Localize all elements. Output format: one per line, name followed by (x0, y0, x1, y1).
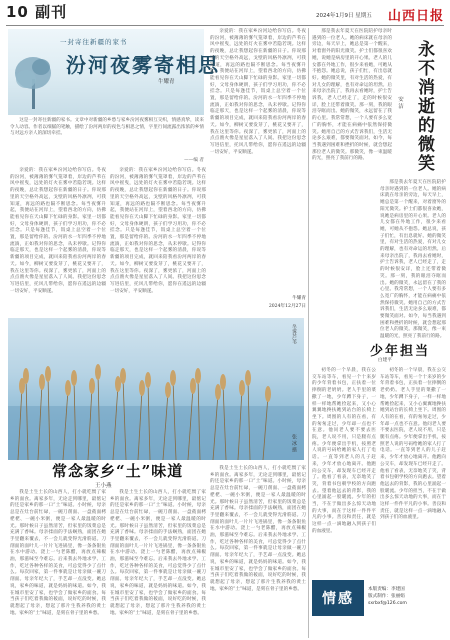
photo-caption: 冬雾芦苇 (291, 324, 297, 344)
editor-sign: ——编 者 (184, 158, 204, 163)
feature-sign: 牛耀青 (292, 296, 306, 301)
reed-photo (8, 318, 304, 460)
article2-body-text: 我是土生土长的山西人，打小就吃惯了家乡的面食。离家多年，无论走到哪里，最惦记的还是家乡的那一口“土”味道。小时候，母亲总是在灶台前忙碌，一碗刀削面、一盘莜面栲栳栳、一碗小米粥，便是一家人最温暖的时光。那时候日子虽然清苦，但家里的饭菜总是充满了香味。母亲揉面的手法娴熟，面团在她手里翻来覆去，不一会儿就变得光滑筋道。刀削面的面叶儿一片片飞进锅里，像一条条银鱼在水中游动。浇上一勺老陈醋，再放点辣椒油，那滋味至今难忘。后来我去外地求学、工作，吃过各种各样的美食，可总觉得少了点什么。每次回家，第一件事就是让母亲做一碗刀削面。母亲年纪大了，手艺却一点没变。她总说，家乡的味道，就是妈妈的味道。如今，我在城市里安了家，也学会了做家乡的面食。每当孩子们吃着我做的莜面，说好吃的时候，我就想起了母亲，想起了那片生我养我的黄土地。家乡的“土”味道，是刻在骨子里的乡愁。 (10, 490, 106, 616)
editor-email[interactable]: sxrbxf@126.com (368, 601, 407, 606)
right-top-author: 安 洁 (397, 96, 403, 109)
right-mid-body-col-2 (380, 368, 446, 576)
right-top-body-text: 那是我去年夏天在医院陪护母亲时遇到的一位老人。她的病床就在母亲的旁边，每天早上，她总是第一个醒来，对着窗外的阳光微笑。护士们都很喜欢她，说她是病房里的开心果。老人的儿女都在外地工作，很少来看她，可她从不抱怨。她总说，孩子们忙，有出息就好。她的微笑里，有对生活的热爱，有对儿女的理解，也有对命运的坦然。后来母亲出院了，我再去看她时，护士告诉我，老人已经走了，走的时候很安详，脸上还带着微笑。那一刻，我的眼泪夺眶而出。她的微笑，永远留在了我的心里。我常常想，一个人要有多么宽广的胸怀，才能在病痛中依然保持微笑。她用自己的方式告诉我们，生活无论多么艰难，都要微笑面对。如今，每当我遇到困难和挫折的时候，就会想起那位老人的微笑。那微笑，像一束温暖的光，照亮了我前行的路。 (312, 29, 392, 162)
newspaper-logo: 山西日报 (387, 9, 444, 24)
feature-date: 2024年12月27日 (268, 304, 306, 309)
editor-intro-text: 这是一封寄往新疆的家书。文章中对新疆的乡愁与家乡汾河夜雾相互交织，情感真挚，读来令人动容。作者以细腻的笔触，描绘了汾河两岸的夜色与相思之情，字里行间流露出浓浓的乡情与对远方亲人的深切牵挂。 (10, 118, 204, 137)
photo-credit: 张 冰 摄 (291, 433, 297, 452)
feature-body-text-cont: 亲爱的：我在家乡汾河边给你写信。冬夜的汾河，被薄薄的雾气笼罩着，岸边的芦苇在风中摇曳，远处的灯火在雾中若隐若现。这样的夜晚，总让我想起你在新疆的日子。你说那里的天空格外高远，戈壁的风格外凛冽，可我知道，再远的路也隔不断思念。每当夜雾升起，我便站在河岸上，望着西北的方向，仿佛能看见你在天山脚下忙碌的身影。家里一切都好，父母身体硬朗，孩子们学习用功，你不必挂念。只是每逢佳节，饭桌上总空着一个位置，那是留给你的。汾河的水一年四季不停地流淌，正如我对你的思念，从未停歇。记得你临走那天，也是这样一个起雾的清晨，你说等新疆的项目完成，就回来陪我看汾河两岸的春天。如今，柳树又要发芽了，桃花又要开了，我在这里等你。夜深了，雾更浓了，河面上的点点渔火像是星星落入了人间。我把这份思念写进信里，托风儿带给你，愿你在遥远的边疆一切安好，平安顺遂。 (110, 168, 206, 294)
feature-body-col-3 (210, 29, 306, 304)
article2-author: 王小燕 (95, 483, 112, 489)
editor-line-2: 版式制作：张丽娟 (368, 594, 405, 599)
right-mid-body-col-1 (312, 368, 376, 576)
feature-subtitle: 一封寄往新疆的家书 (60, 38, 128, 46)
editor-info (368, 586, 407, 607)
editor-intro (10, 118, 204, 158)
column-divider (308, 28, 309, 638)
feature-body-col-2 (110, 168, 206, 314)
right-mid-author: 白建平 (378, 358, 392, 363)
feature-body-text: 亲爱的：我在家乡汾河边给你写信。冬夜的汾河，被薄薄的雾气笼罩着，岸边的芦苇在风中摇曳，远处的灯火在雾中若隐若现。这样的夜晚，总让我想起你在新疆的日子。你说那里的天空格外高远，戈壁的风格外凛冽，可我知道，再远的路也隔不断思念。每当夜雾升起，我便站在河岸上，望着西北的方向，仿佛能看见你在天山脚下忙碌的身影。家里一切都好，父母身体硬朗，孩子们学习用功，你不必挂念。只是每逢佳节，饭桌上总空着一个位置，那是留给你的。汾河的水一年四季不停地流淌，正如我对你的思念，从未停歇。记得你临走那天，也是这样一个起雾的清晨，你说等新疆的项目完成，就回来陪我看汾河两岸的春天。如今，柳树又要发芽了，桃花又要开了，我在这里等你。夜深了，雾更浓了，河面上的点点渔火像是星星落入了人间。我把这份思念写进信里，托风儿带给你，愿你在遥远的边疆一切安好，平安顺遂。 (10, 168, 106, 294)
right-top-title: 永不消逝的微笑 (414, 40, 434, 173)
article2-body-text-cont: 我是土生土长的山西人，打小就吃惯了家乡的面食。离家多年，无论走到哪里，最惦记的还是家乡的那一口“土”味道。小时候，母亲总是在灶台前忙碌，一碗刀削面、一盘莜面栲栳栳、一碗小米粥，便是一家人最温暖的时光。那时候日子虽然清苦，但家里的饭菜总是充满了香味。母亲揉面的手法娴熟，面团在她手里翻来覆去，不一会儿就变得光滑筋道。刀削面的面叶儿一片片飞进锅里，像一条条银鱼在水中游动。浇上一勺老陈醋，再放点辣椒油，那滋味至今难忘。后来我去外地求学、工作，吃过各种各样的美食，可总觉得少了点什么。每次回家，第一件事就是让母亲做一碗刀削面。母亲年纪大了，手艺却一点没变。她总说，家乡的味道，就是妈妈的味道。如今，我在城市里安了家，也学会了做家乡的面食。每当孩子们吃着我做的莜面，说好吃的时候，我就想起了母亲，想起了那片生我养我的黄土地。家乡的“土”味道，是刻在骨子里的乡愁。 (110, 490, 206, 616)
page-header (6, 3, 444, 26)
date-line: 2024年1月9日 星期五 (316, 13, 372, 19)
right-mid-body-text-cont: 初冬的一个早晨，我在公交车站等车，看见一个十来岁的少年背着书包，正扶着一位摔倒的老奶奶。老人手里的菜撒了一地，少年蹲下身子，一样一样地帮她捡起来，又小心翼翼地搀扶她到站台的长椅上坐下。周围的人有的在看，有的匆匆走过，少年却一点也不在意。他问老人要不要去医院，老人说不用，只是腿有点疼。少年便拿出手机，按照老人说的号码给她的家人打了电话。一直等到老人的儿子赶来，少年才放心地离开。他跑向公交车，却发现车已经开走了。他看了看表，无奈地笑了笑，背着书包朝学校的方向跑去。望着他远去的背影，我的心里涌起一股暖流。少年的担当，不在于做出多么惊天动地的大事，而在于这样一件件平凡的小事。善良和责任，就是这样一点一滴地融入到孩子们的血液里。 (380, 368, 446, 521)
tree-illustration-icon (12, 49, 56, 109)
feature-author: 牛耀青 (158, 79, 175, 85)
article2-col-3 (210, 466, 306, 636)
section-badge: 情感 (312, 580, 364, 616)
article2-col-1 (10, 490, 106, 636)
article2-col-2 (110, 490, 206, 636)
feature-body-col-1 (10, 168, 106, 314)
reeds-icon (8, 318, 304, 460)
feature-banner (8, 29, 220, 115)
feature-title: 汾河夜雾寄相思 (66, 53, 220, 77)
article2-title: 常念家乡“土”味道 (52, 462, 184, 480)
editor-line-1: 本版责编：李建国 (368, 587, 405, 592)
page-number-label: 10 副刊 (6, 3, 68, 21)
right-mid-body-text: 初冬的一个早晨，我在公交车站等车，看见一个十来岁的少年背着书包，正扶着一位摔倒的老奶奶。老人手里的菜撒了一地，少年蹲下身子，一样一样地帮她捡起来，又小心翼翼地搀扶她到站台的长椅上坐下。周围的人有的在看，有的匆匆走过，少年却一点也不在意。他问老人要不要去医院，老人说不用，只是腿有点疼。少年便拿出手机，按照老人说的号码给她的家人打了电话。一直等到老人的儿子赶来，少年才放心地离开。他跑向公交车，却发现车已经开走了。他看了看表，无奈地笑了笑，背着书包朝学校的方向跑去。望着他远去的背影，我的心里涌起一股暖流。少年的担当，不在于做出多么惊天动地的大事，而在于这样一件件平凡的小事。善良和责任，就是这样一点一滴地融入到孩子们的血液里。 (312, 368, 376, 534)
feature-body-text-cont2: 亲爱的：我在家乡汾河边给你写信。冬夜的汾河，被薄薄的雾气笼罩着，岸边的芦苇在风中摇曳，远处的灯火在雾中若隐若现。这样的夜晚，总让我想起你在新疆的日子。你说那里的天空格外高远，戈壁的风格外凛冽，可我知道，再远的路也隔不断思念。每当夜雾升起，我便站在河岸上，望着西北的方向，仿佛能看见你在天山脚下忙碌的身影。家里一切都好，父母身体硬朗，孩子们学习用功，你不必挂念。只是每逢佳节，饭桌上总空着一个位置，那是留给你的。汾河的水一年四季不停地流淌，正如我对你的思念，从未停歇。记得你临走那天，也是这样一个起雾的清晨，你说等新疆的项目完成，就回来陪我看汾河两岸的春天。如今，柳树又要发芽了，桃花又要开了，我在这里等你。夜深了，雾更浓了，河面上的点点渔火像是星星落入了人间。我把这份思念写进信里，托风儿带给你，愿你在遥远的边疆一切安好，平安顺遂。 (210, 29, 306, 155)
article2-body-text-cont2: 我是土生土长的山西人，打小就吃惯了家乡的面食。离家多年，无论走到哪里，最惦记的还是家乡的那一口“土”味道。小时候，母亲总是在灶台前忙碌，一碗刀削面、一盘莜面栲栳栳、一碗小米粥，便是一家人最温暖的时光。那时候日子虽然清苦，但家里的饭菜总是充满了香味。母亲揉面的手法娴熟，面团在她手里翻来覆去，不一会儿就变得光滑筋道。刀削面的面叶儿一片片飞进锅里，像一条条银鱼在水中游动。浇上一勺老陈醋，再放点辣椒油，那滋味至今难忘。后来我去外地求学、工作，吃过各种各样的美食，可总觉得少了点什么。每次回家，第一件事就是让母亲做一碗刀削面。母亲年纪大了，手艺却一点没变。她总说，家乡的味道，就是妈妈的味道。如今，我在城市里安了家，也学会了做家乡的面食。每当孩子们吃着我做的莜面，说好吃的时候，我就想起了母亲，想起了那片生我养我的黄土地。家乡的“土”味道，是刻在骨子里的乡愁。 (210, 466, 306, 592)
right-top-body-col-2 (380, 180, 446, 340)
right-top-body-text-cont: 那是我去年夏天在医院陪护母亲时遇到的一位老人。她的病床就在母亲的旁边，每天早上，她总是第一个醒来，对着窗外的阳光微笑。护士们都很喜欢她，说她是病房里的开心果。老人的儿女都在外地工作，很少来看她，可她从不抱怨。她总说，孩子们忙，有出息就好。她的微笑里，有对生活的热爱，有对儿女的理解，也有对命运的坦然。后来母亲出院了，我再去看她时，护士告诉我，老人已经走了，走的时候很安详，脸上还带着微笑。那一刻，我的眼泪夺眶而出。她的微笑，永远留在了我的心里。我常常想，一个人要有多么宽广的胸怀，才能在病痛中依然保持微笑。她用自己的方式告诉我们，生活无论多么艰难，都要微笑面对。如今，每当我遇到困难和挫折的时候，就会想起那位老人的微笑。那微笑，像一束温暖的光，照亮了我前行的路。 (380, 180, 446, 340)
right-mid-title: 少年担当 (370, 344, 431, 359)
